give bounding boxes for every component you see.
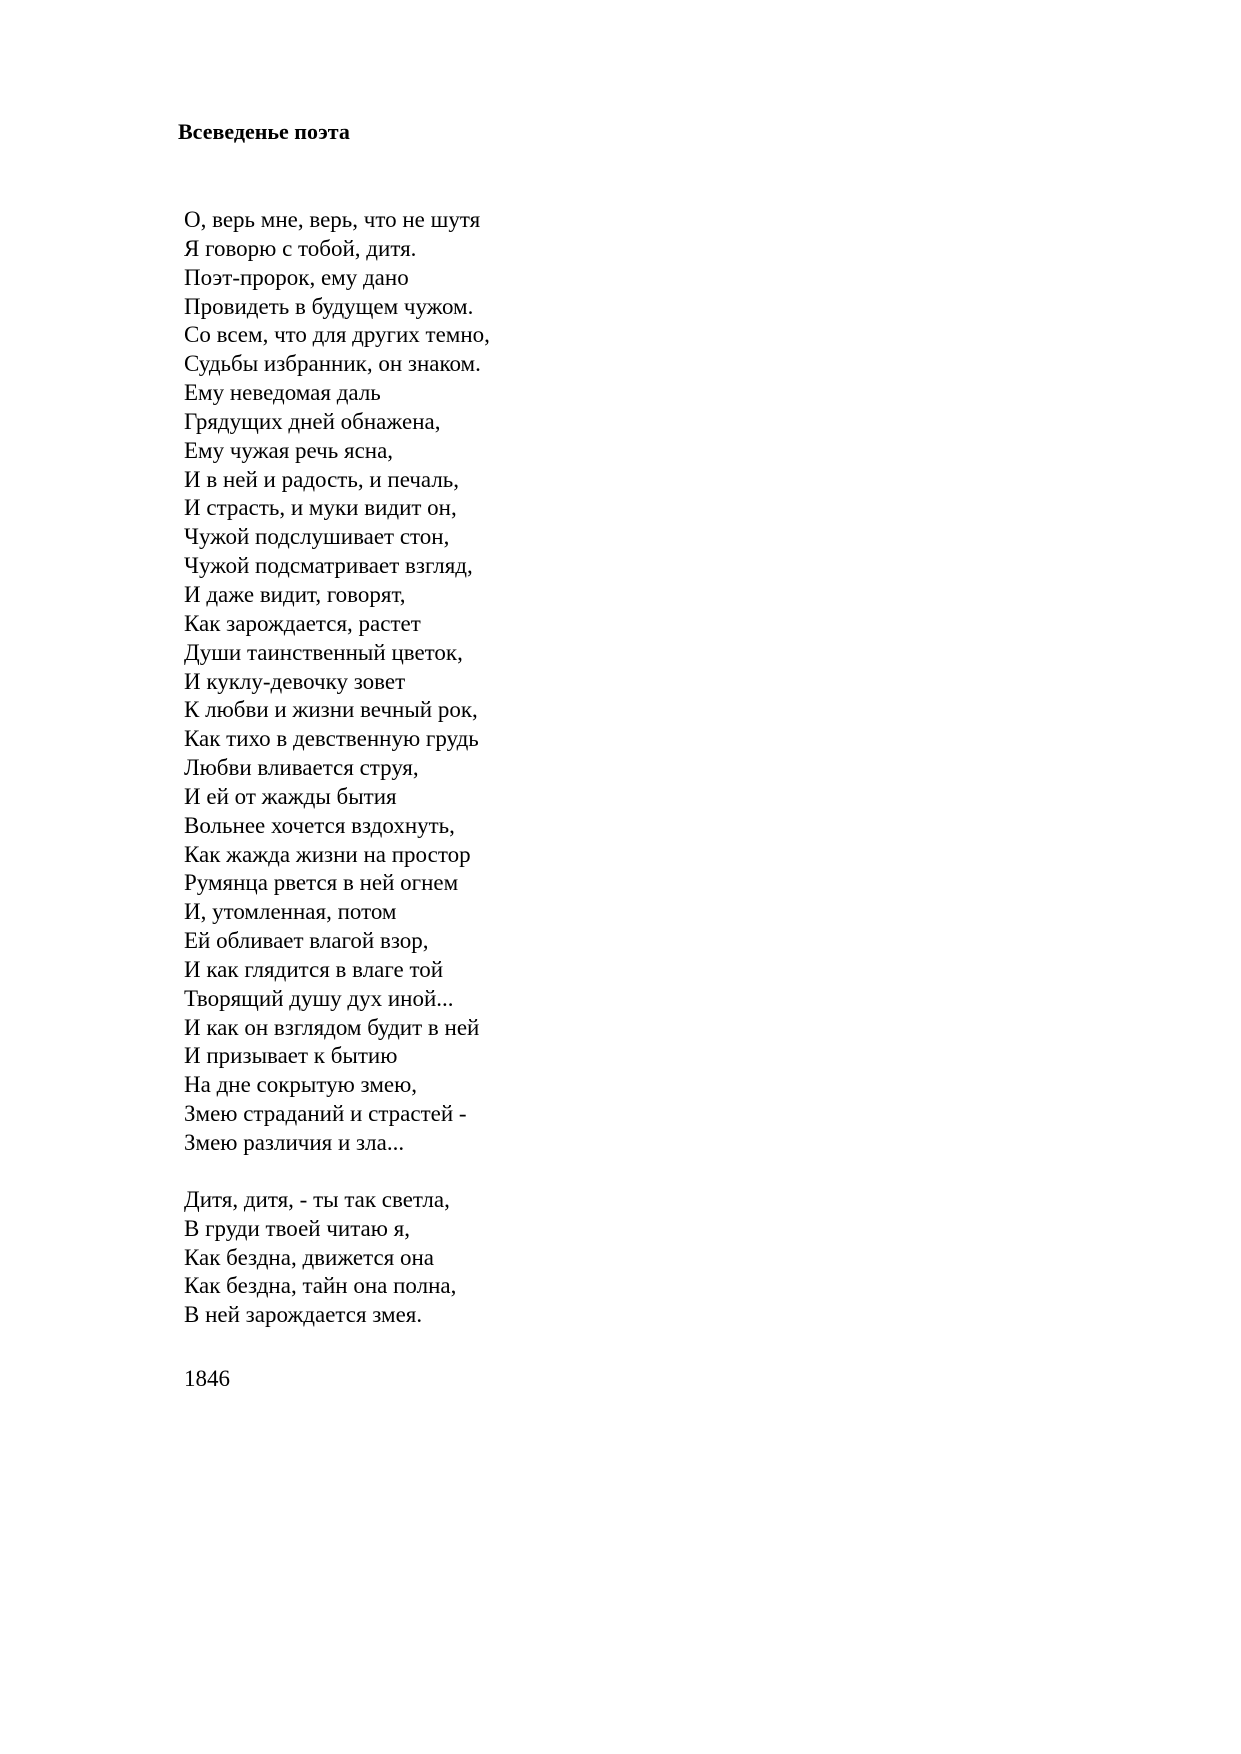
poem-line: К любви и жизни вечный рок,	[184, 697, 478, 723]
poem-line: Любви вливается струя,	[184, 755, 419, 781]
poem-title: Всеведенье поэта	[178, 119, 350, 144]
poem-line: И даже видит, говорят,	[184, 581, 406, 607]
poem-line: И в ней и радость, и печаль,	[184, 466, 460, 492]
poem-line: Змею страданий и страстей -	[184, 1101, 467, 1127]
poem-line: Как жажда жизни на простор	[184, 841, 471, 867]
poem-line: На дне сокрытую змею,	[184, 1072, 418, 1098]
poem-line: Со всем, что для других темно,	[184, 322, 490, 348]
poem-line: Змею различия и зла...	[184, 1130, 405, 1155]
poem-body	[184, 206, 490, 1330]
poem-line: Дитя, дитя, - ты так светла,	[184, 1186, 450, 1212]
poem-line: О, верь мне, верь, что не шутя	[184, 207, 481, 232]
poem-line: Судьбы избранник, он знаком.	[184, 351, 481, 377]
poem-line: Ему неведомая даль	[184, 380, 381, 406]
poem-line: Чужой подслушивает стон,	[184, 524, 450, 550]
stanza	[184, 206, 490, 1158]
poem-line: И как глядится в влаге той	[184, 956, 444, 982]
poem-line: И куклу-девочку зовет	[184, 668, 406, 694]
poem-line: Как тихо в девственную грудь	[184, 726, 479, 752]
poem-line: Как бездна, тайн она полна,	[184, 1273, 457, 1299]
poem-line: Чужой подсматривает взгляд,	[184, 553, 473, 579]
poem-line: И ей от жажды бытия	[184, 783, 397, 809]
stanza	[184, 1186, 490, 1330]
poem-line: И, утомленная, потом	[184, 899, 397, 925]
poem-line: Вольнее хочется вздохнуть,	[184, 812, 455, 838]
poem-line: Творящий душу дух иной...	[184, 985, 454, 1011]
poem-line: Румянца рвется в ней огнем	[184, 870, 459, 896]
poem-line: И страсть, и муки видит он,	[184, 495, 457, 521]
poem-line: Ему чужая речь ясна,	[184, 437, 394, 463]
poem-line: И призывает к бытию	[184, 1043, 398, 1069]
poem-line: Провидеть в будущем чужом.	[184, 293, 474, 319]
poem-line: В груди твоей читаю я,	[184, 1215, 411, 1241]
poem-line: И как он взглядом будит в ней	[184, 1014, 480, 1040]
poem-line: Как зарождается, растет	[184, 610, 421, 636]
poem-line: Ей обливает влагой взор,	[184, 928, 429, 954]
poem-line: Души таинственный цветок,	[184, 639, 463, 665]
poem-year: 1846	[184, 1366, 230, 1391]
poem-line: Грядущих дней обнажена,	[184, 408, 441, 434]
poem-line: В ней зарождается змея.	[184, 1302, 423, 1328]
poem-line: Я говорю с тобой, дитя.	[184, 235, 417, 261]
poem-line: Как бездна, движется она	[184, 1244, 435, 1270]
poem-line: Поэт-пророк, ему дано	[184, 264, 409, 290]
